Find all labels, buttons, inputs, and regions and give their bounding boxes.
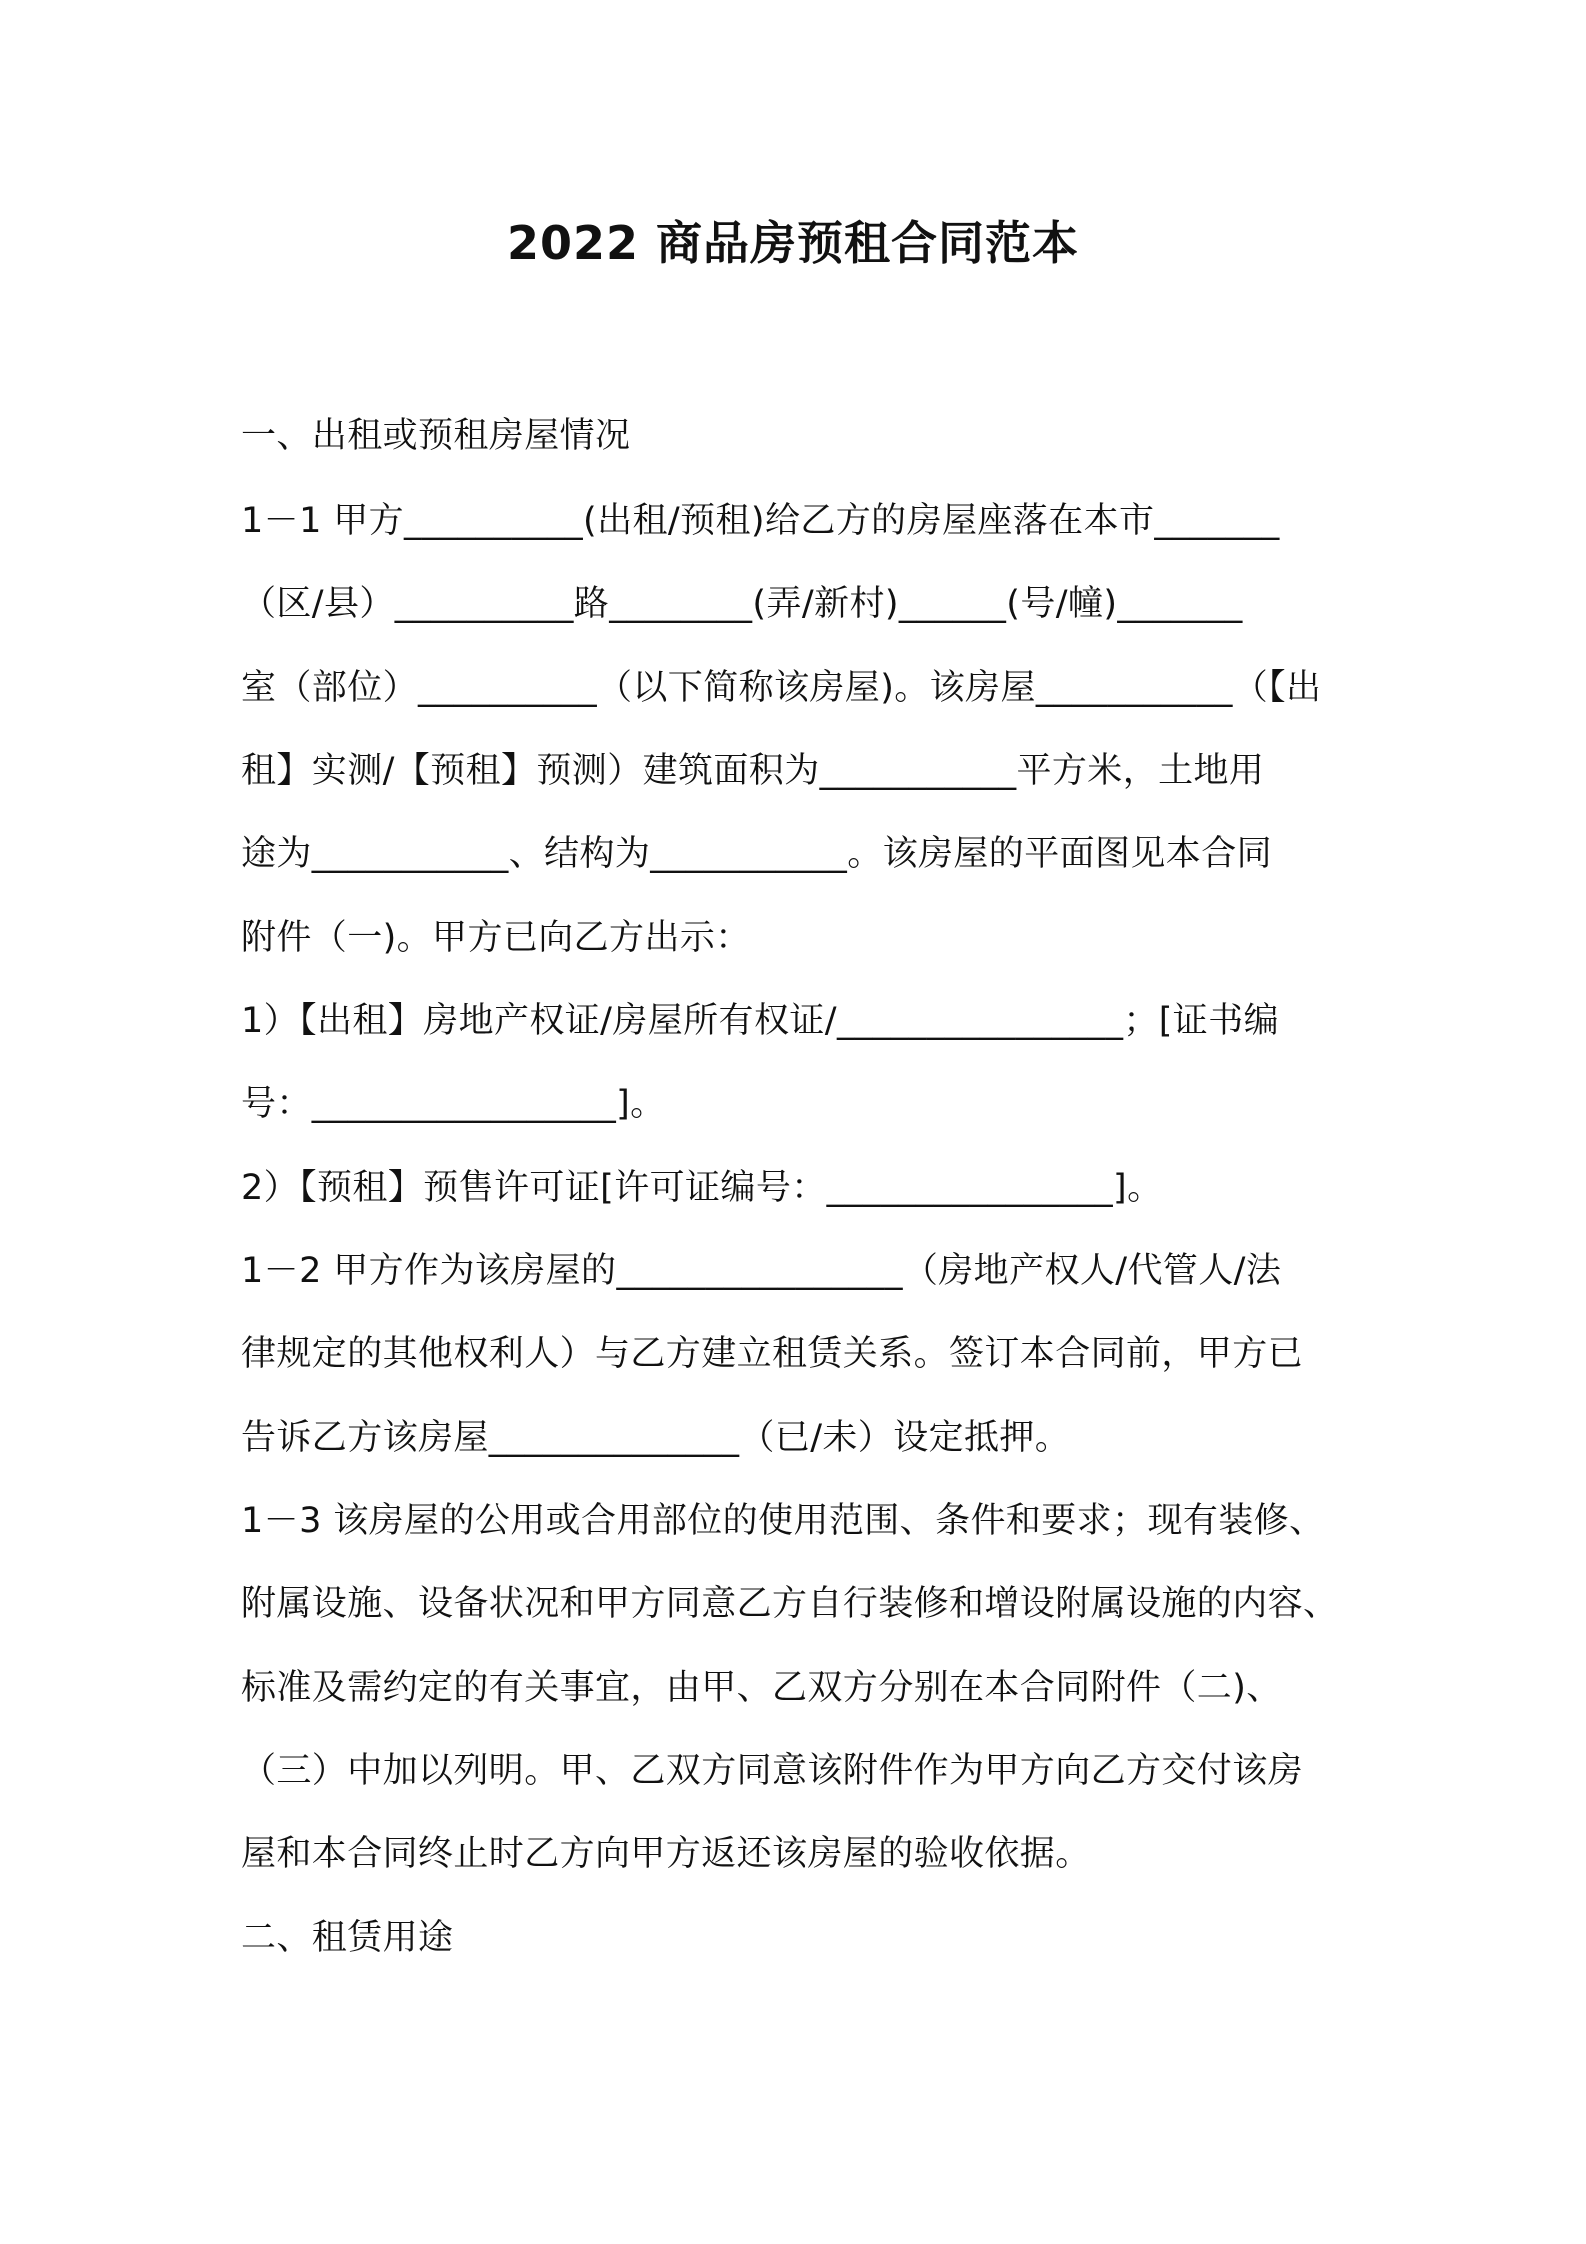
clause-1-1-line-4: 租】实测/【预租】预测）建筑面积为___________平方米，土地用: [241, 751, 1265, 791]
item-2-line: 2）【预租】预售许可证[许可证编号：________________]。: [241, 1168, 1163, 1208]
clause-1-2-line-2: 律规定的其他权利人）与乙方建立租赁关系。签订本合同前，甲方已: [241, 1334, 1304, 1374]
clause-1-1-line-6: 附件（一)。甲方已向乙方出示：: [241, 918, 751, 958]
document-title: 2022 商品房预租合同范本: [506, 216, 1080, 270]
clause-1-1-line-2: （区/县）__________路________(弄/新村)______(号/幢)_______: [241, 584, 1243, 624]
clause-1-3-line-1: 1－3 该房屋的公用或合用部位的使用范围、条件和要求；现有装修、: [241, 1501, 1325, 1541]
clause-1-1-line-1: 1－1 甲方__________(出租/预租)给乙方的房屋座落在本市_______: [241, 501, 1280, 541]
item-1-line-1: 1）【出租】房地产权证/房屋所有权证/________________；[证书编: [241, 1001, 1280, 1041]
clause-1-2-line-1: 1－2 甲方作为该房屋的________________（房地产权人/代管人/法: [241, 1251, 1282, 1291]
clause-1-3-line-3: 标准及需约定的有关事宜，由甲、乙双方分别在本合同附件（二)、: [241, 1668, 1282, 1708]
section-heading-2: 二、租赁用途: [241, 1918, 454, 1958]
clause-1-1-line-3: 室（部位）__________（以下简称该房屋)。该房屋___________（【出: [241, 668, 1322, 708]
section-heading-1: 一、出租或预租房屋情况: [241, 416, 631, 456]
clause-1-3-line-4: （三）中加以列明。甲、乙双方同意该附件作为甲方向乙方交付该房: [241, 1751, 1304, 1791]
item-1-line-2: 号：_________________]。: [241, 1084, 666, 1124]
clause-1-3-line-5: 屋和本合同终止时乙方向甲方返还该房屋的验收依据。: [241, 1834, 1091, 1874]
clause-1-3-line-2: 附属设施、设备状况和甲方同意乙方自行装修和增设附属设施的内容、: [241, 1584, 1339, 1624]
clause-1-1-line-5: 途为___________、结构为___________。该房屋的平面图见本合同: [241, 834, 1273, 874]
clause-1-2-line-3: 告诉乙方该房屋______________（已/未）设定抵押。: [241, 1418, 1071, 1458]
